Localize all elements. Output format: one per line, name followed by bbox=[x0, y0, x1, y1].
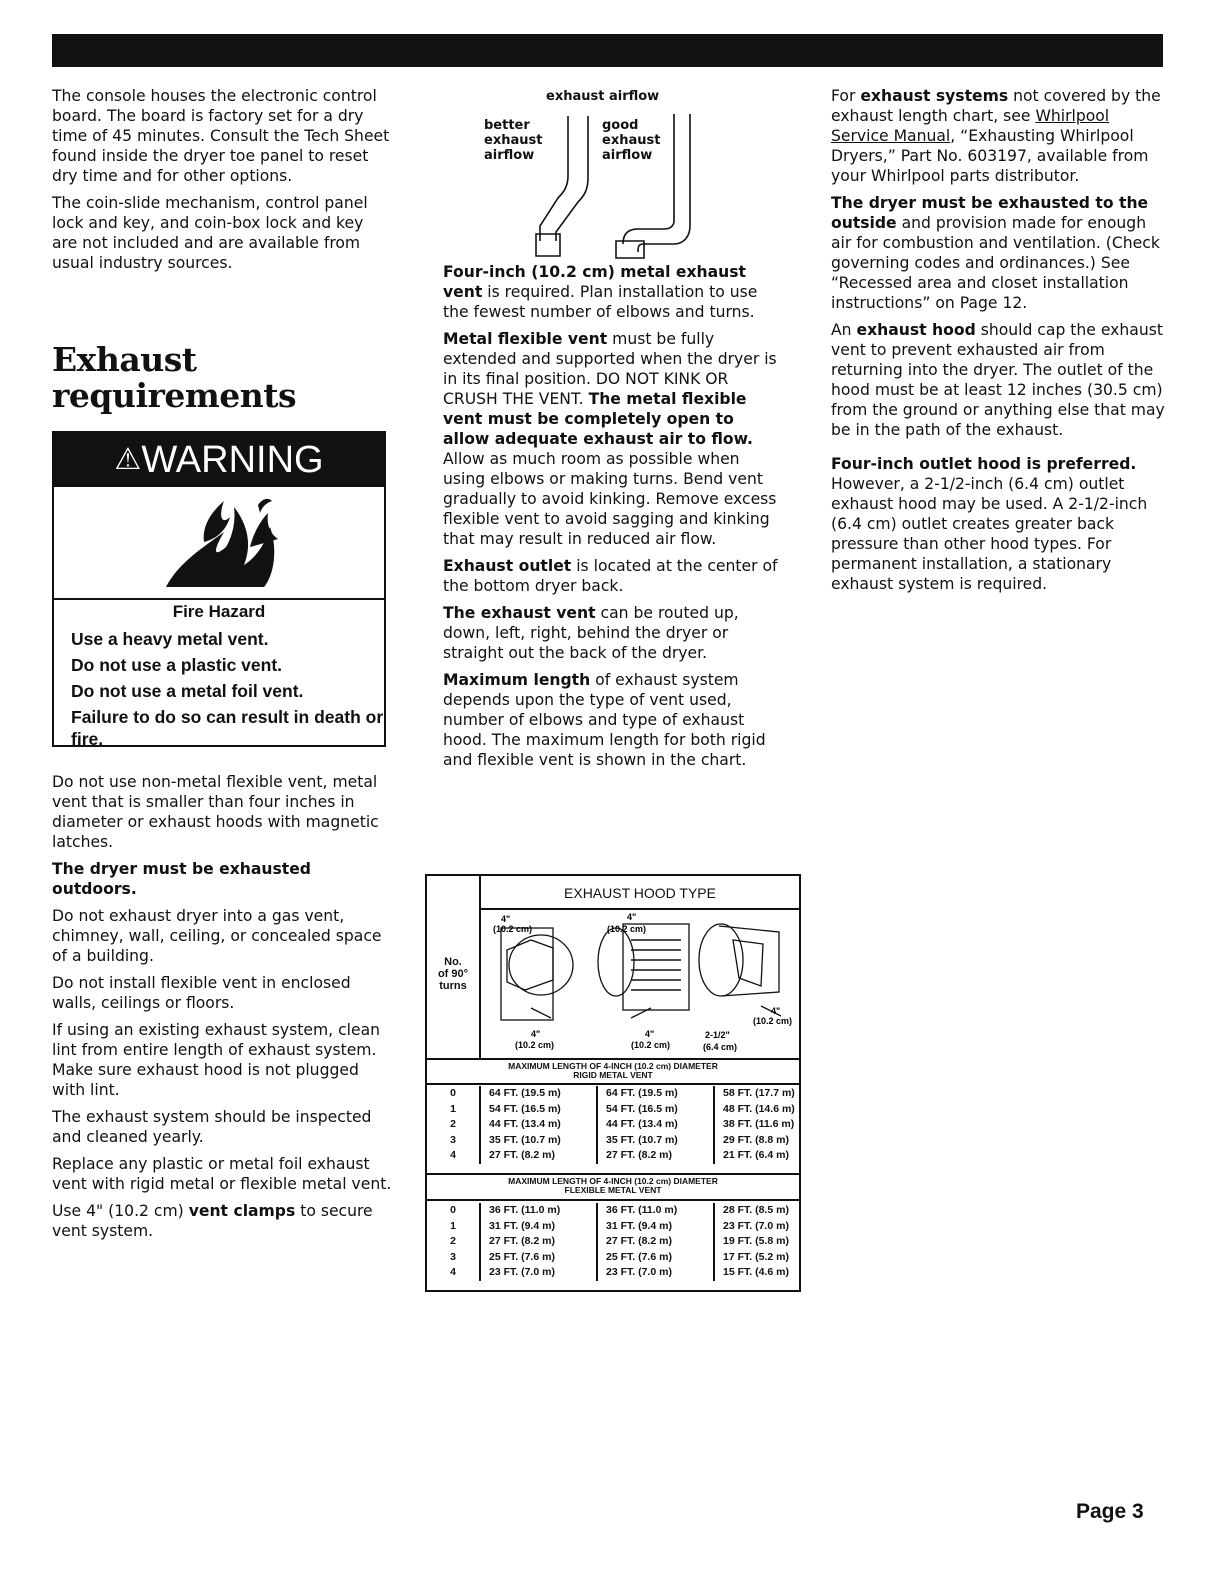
vent-rules bbox=[52, 772, 392, 1248]
flame-area bbox=[54, 487, 384, 600]
table-cell: 44 FT. (13.4 m) bbox=[480, 1117, 597, 1133]
intro-column bbox=[52, 86, 392, 280]
flexible-vent-table bbox=[427, 1203, 799, 1281]
rigid-vent-table bbox=[427, 1086, 799, 1164]
table-cell: 29 FT. (8.8 m) bbox=[714, 1133, 799, 1149]
table-cell: 64 FT. (19.5 m) bbox=[597, 1086, 714, 1102]
table-cell: 4 bbox=[450, 1266, 456, 1278]
table-row bbox=[427, 1250, 799, 1266]
table-cell: 0 bbox=[450, 1204, 456, 1216]
rule-paragraph-bold: The dryer must be exhausted outdoors. bbox=[52, 860, 311, 898]
page-number: Page 3 bbox=[1076, 1500, 1144, 1523]
hood-paragraph: For exhaust systems not covered by the exhaust length chart, see Whirlpool Service Manual, “Exhausting Whirlpool Dryers,” Part No. 603197, available from your Whirlpool parts distributor. bbox=[831, 87, 1161, 185]
console-paragraph: The console houses the electronic control board. The board is factory set for a dry time of 45 minutes. Consult the Tech Sheet found inside the dryer toe panel to reset dry time and for other options. bbox=[52, 87, 390, 185]
exhaust-length-chart bbox=[425, 874, 801, 1292]
flexible-vent-header: MAXIMUM LENGTH OF 4-INCH (10.2 cm) DIAMETER FLEXIBLE METAL VENT bbox=[508, 1176, 718, 1195]
table-cell: 1 bbox=[450, 1102, 456, 1115]
rule-paragraph: Use 4" (10.2 cm) vent clamps to secure vent system. bbox=[52, 1202, 373, 1240]
table-row bbox=[427, 1265, 799, 1281]
dim-label: 4" bbox=[645, 1029, 655, 1039]
table-cell: 2 bbox=[450, 1235, 456, 1247]
table-cell: 23 FT. (7.0 m) bbox=[480, 1265, 597, 1281]
table-cell: 23 FT. (7.0 m) bbox=[714, 1219, 799, 1235]
exhaust-hood-column bbox=[831, 86, 1166, 601]
chart-header: EXHAUST HOOD TYPE bbox=[479, 876, 799, 910]
table-cell: 17 FT. (5.2 m) bbox=[714, 1250, 799, 1266]
service-manual-link[interactable]: Whirlpool Service Manual bbox=[831, 107, 1110, 145]
table-cell: 35 FT. (10.7 m) bbox=[480, 1133, 597, 1149]
table-cell: 25 FT. (7.6 m) bbox=[480, 1250, 597, 1266]
table-row bbox=[427, 1086, 799, 1102]
table-cell: 19 FT. (5.8 m) bbox=[714, 1234, 799, 1250]
dim-label: 2-1/2" bbox=[705, 1030, 730, 1040]
vent-paragraph: Maximum length of exhaust system depends upon the type of vent used, number of elbows and type of exhaust hood. The maximum length for both rigid and flexible vent is shown in the chart. bbox=[443, 671, 766, 769]
vent-column bbox=[443, 262, 783, 777]
dim-label: 4" bbox=[627, 912, 637, 922]
table-row bbox=[427, 1219, 799, 1235]
dim-label: (10.2 cm) bbox=[493, 924, 533, 934]
vent-paragraph: Exhaust outlet is located at the center of the bottom dryer back. bbox=[443, 557, 778, 595]
rule-paragraph: Do not install flexible vent in enclosed walls, ceilings or floors. bbox=[52, 974, 351, 1012]
fire-hazard-label: Fire Hazard bbox=[172, 602, 266, 621]
rule-paragraph: The exhaust system should be inspected and cleaned yearly. bbox=[52, 1108, 372, 1146]
rule-paragraph: Replace any plastic or metal foil exhaust vent with rigid metal or flexible metal vent. bbox=[52, 1155, 392, 1193]
table-cell: 2 bbox=[450, 1118, 456, 1130]
dim-label: (10.2 cm) bbox=[515, 1040, 555, 1050]
table-cell: 23 FT. (7.0 m) bbox=[597, 1265, 714, 1281]
table-row bbox=[427, 1117, 799, 1133]
table-cell: 28 FT. (8.5 m) bbox=[714, 1203, 799, 1219]
turns-label: No. of 90° turns bbox=[437, 956, 469, 992]
table-cell: 64 FT. (19.5 m) bbox=[480, 1086, 597, 1102]
dim-label: (10.2 cm) bbox=[753, 1016, 793, 1026]
table-cell: 27 FT. (8.2 m) bbox=[597, 1234, 714, 1250]
dim-label: (6.4 cm) bbox=[703, 1042, 738, 1052]
dim-label: 4" bbox=[531, 1029, 541, 1039]
header-bar bbox=[52, 34, 1163, 67]
table-row bbox=[427, 1234, 799, 1250]
table-cell: 31 FT. (9.4 m) bbox=[480, 1219, 597, 1235]
warning-title: WARNING bbox=[141, 439, 324, 481]
table-row bbox=[427, 1102, 799, 1118]
table-cell: 21 FT. (6.4 m) bbox=[714, 1148, 799, 1164]
table-cell: 3 bbox=[450, 1133, 456, 1146]
section-heading: Exhaust requirements bbox=[52, 340, 297, 415]
table-cell: 38 FT. (11.6 m) bbox=[714, 1117, 799, 1133]
table-cell: 15 FT. (4.6 m) bbox=[714, 1265, 799, 1281]
table-cell: 27 FT. (8.2 m) bbox=[480, 1148, 597, 1164]
vent-path-drawing bbox=[468, 86, 728, 266]
vent-paragraph: Four-inch (10.2 cm) metal exhaust vent is required. Plan installation to use the fewest number of elbows and turns. bbox=[443, 263, 758, 321]
rule-paragraph: Do not use non-metal flexible vent, metal vent that is smaller than four inches in diameter or exhaust hoods with magnetic latches. bbox=[52, 773, 379, 851]
table-row bbox=[427, 1133, 799, 1149]
table-cell: 27 FT. (8.2 m) bbox=[597, 1148, 714, 1164]
table-cell: 1 bbox=[450, 1219, 456, 1232]
airflow-diagram: exhaust airflow better exhaust airflow good exhaust airflow bbox=[468, 86, 728, 266]
warning-line: Do not use a plastic vent. bbox=[71, 655, 283, 675]
rule-paragraph: Do not exhaust dryer into a gas vent, chimney, wall, ceiling, or concealed space of a building. bbox=[52, 907, 382, 965]
warning-line: Failure to do so can result in death or fire. bbox=[71, 707, 384, 749]
flame-icon bbox=[54, 487, 384, 598]
table-cell: 35 FT. (10.7 m) bbox=[597, 1133, 714, 1149]
table-cell: 54 FT. (16.5 m) bbox=[480, 1102, 597, 1118]
warning-line: Do not use a metal foil vent. bbox=[71, 681, 304, 701]
table-cell: 4 bbox=[450, 1149, 456, 1161]
vent-paragraph: Metal flexible vent must be fully extended and supported when the dryer is in its final position. DO NOT KINK OR CRUSH THE VENT. The metal flexible vent must be completely open to allow adequate exhaust air to flow. Allow as much room as possible when using elbows or making turns. Bend vent gradually to avoid kinking. Remove excess flexible vent to avoid sagging and kinking that may result in reduced air flow. bbox=[443, 330, 777, 548]
table-cell: 25 FT. (7.6 m) bbox=[597, 1250, 714, 1266]
table-cell: 44 FT. (13.4 m) bbox=[597, 1117, 714, 1133]
warning-box bbox=[52, 431, 386, 747]
table-cell: 36 FT. (11.0 m) bbox=[480, 1203, 597, 1219]
dim-label: 4" bbox=[501, 914, 511, 924]
warning-header bbox=[54, 433, 384, 487]
table-cell: 36 FT. (11.0 m) bbox=[597, 1203, 714, 1219]
rule-paragraph: If using an existing exhaust system, clean lint from entire length of exhaust system. Make sure exhaust hood is not plugged with lint. bbox=[52, 1021, 381, 1099]
table-cell: 27 FT. (8.2 m) bbox=[480, 1234, 597, 1250]
table-cell: 0 bbox=[450, 1087, 456, 1099]
table-row bbox=[427, 1203, 799, 1219]
table-cell: 3 bbox=[450, 1250, 456, 1263]
table-cell: 58 FT. (17.7 m) bbox=[714, 1086, 799, 1102]
table-cell: 54 FT. (16.5 m) bbox=[597, 1102, 714, 1118]
dim-label: (10.2 cm) bbox=[631, 1040, 671, 1050]
diagram-title: exhaust airflow bbox=[546, 89, 660, 104]
dim-label: (10.2 cm) bbox=[607, 924, 647, 934]
hood-paragraph: Four-inch outlet hood is preferred. However, a 2-1/2-inch (6.4 cm) outlet exhaust hood may be used. A 2-1/2-inch (6.4 cm) outlet creates greater back pressure than other hood types. For permanent installation, a stationary exhaust system is required. bbox=[831, 455, 1148, 593]
table-cell: 31 FT. (9.4 m) bbox=[597, 1219, 714, 1235]
dim-label: 4" bbox=[771, 1006, 781, 1016]
hood-paragraph: An exhaust hood should cap the exhaust vent to prevent exhausted air from returning into the dryer. The outlet of the hood must be at least 12 inches (30.5 cm) from the ground or anything else that may be in the path of the exhaust. bbox=[831, 321, 1165, 439]
hood-types-drawing bbox=[481, 910, 799, 1060]
hood-paragraph: The dryer must be exhausted to the outside and provision made for enough air for combustion and ventilation. (Check governing codes and ordinances.) See “Recessed area and closet installation instructions” on Page 12. bbox=[831, 194, 1160, 312]
vent-paragraph: The exhaust vent can be routed up, down, left, right, behind the dryer or straight out the back of the dryer. bbox=[443, 604, 739, 662]
warning-icon: ⚠ bbox=[114, 443, 142, 476]
table-cell: 48 FT. (14.6 m) bbox=[714, 1102, 799, 1118]
coin-slide-paragraph: The coin-slide mechanism, control panel lock and key, and coin-box lock and key are not included and are available from usual industry sources. bbox=[52, 194, 368, 272]
rigid-vent-header: MAXIMUM LENGTH OF 4-INCH (10.2 cm) DIAMETER RIGID METAL VENT bbox=[508, 1061, 718, 1080]
warning-line: Use a heavy metal vent. bbox=[71, 629, 269, 649]
table-row bbox=[427, 1148, 799, 1164]
